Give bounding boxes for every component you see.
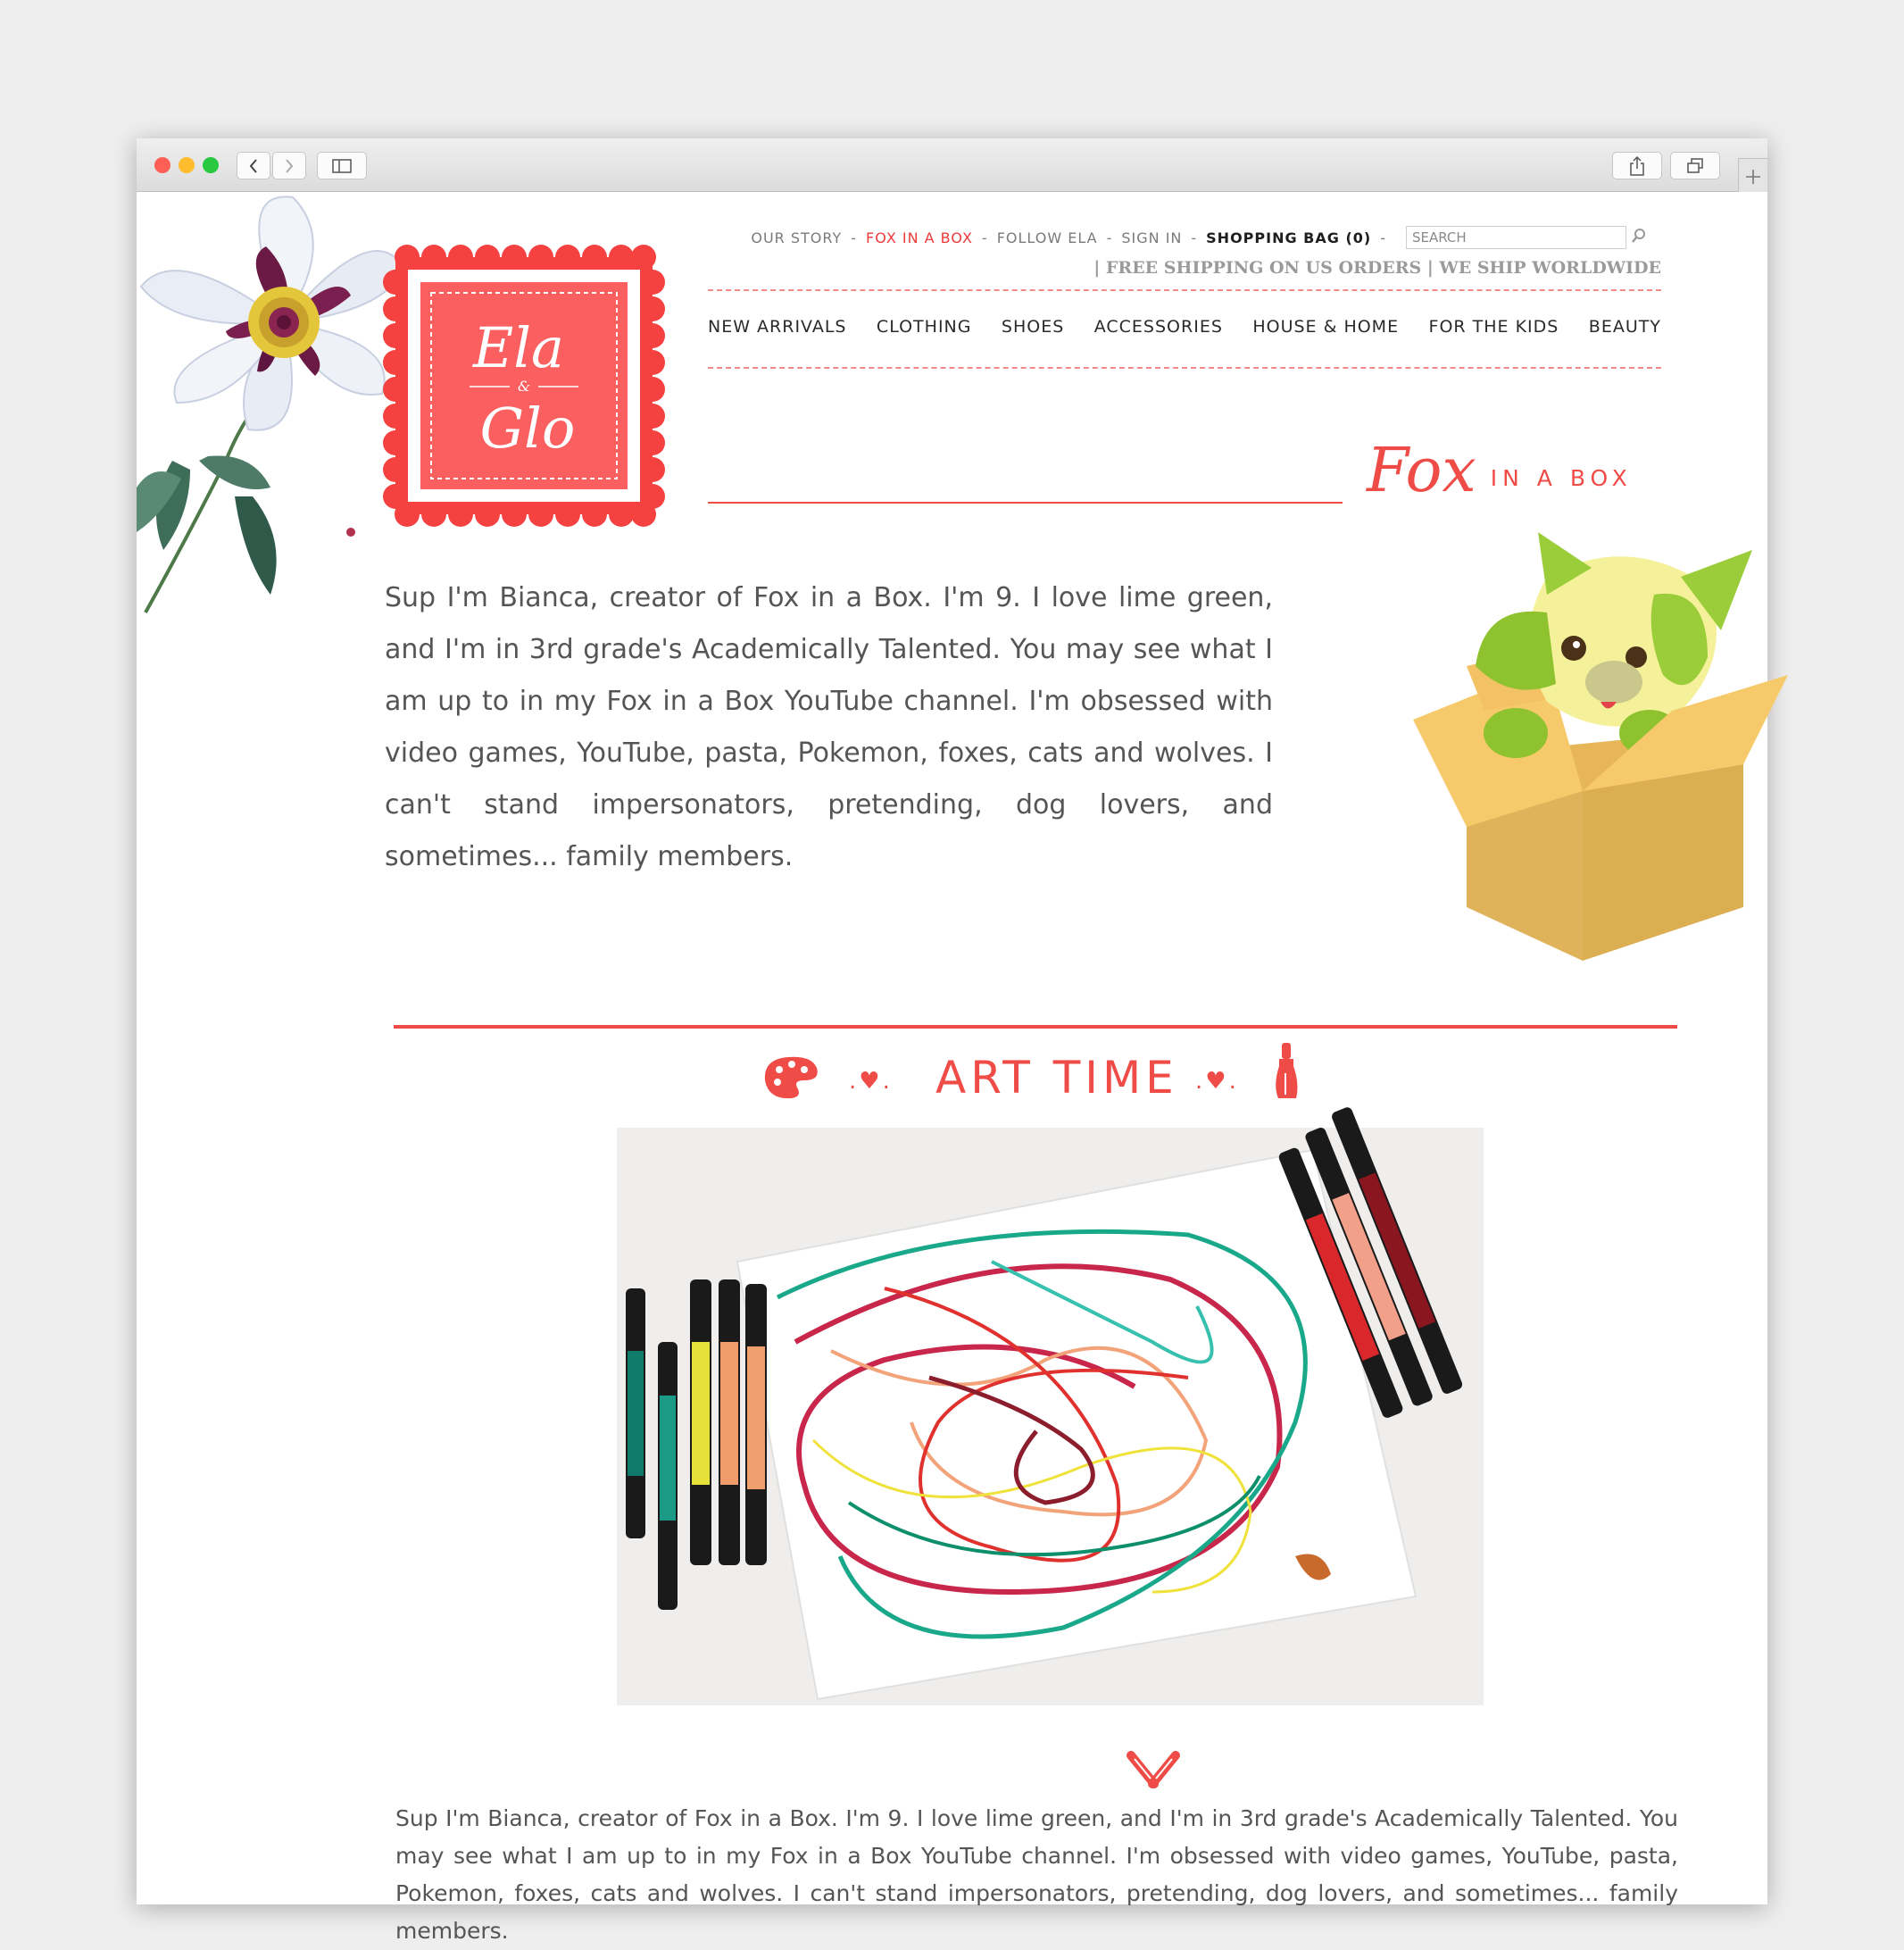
browser-window [137,138,1767,1944]
nav-beauty[interactable]: BEAUTY [1588,317,1661,337]
section-divider [394,1025,1677,1029]
nav-clothing[interactable]: CLOTHING [876,317,972,337]
nav-accessories[interactable]: ACCESSORIES [1093,317,1223,337]
tabs-icon [1686,158,1704,174]
share-button[interactable] [1612,152,1662,179]
nav-divider-top [708,289,1661,291]
nav-house-home[interactable]: HOUSE & HOME [1252,317,1400,337]
zoom-window-button[interactable] [203,157,219,173]
palette-icon [761,1054,824,1102]
logo-line1: Ela [472,315,565,380]
share-icon [1629,156,1645,176]
web-page [137,193,1767,1944]
fox-in-a-box-link[interactable]: FOX IN A BOX [866,229,973,246]
peony-flower-illustration [137,193,404,612]
section-heading-rule [708,502,1343,504]
bio-text: Sup I'm Bianca, creator of Fox in a Box. I'm 9. I love lime green, and I'm in 3rd grade's Academically Talented. You may see what I am up to in my Fox in a Box YouTube channel. I'm obsessed with video games, YouTube, pasta, Pokemon, foxes, cats and wolves. I can't stand impersonators, pretending, dog lovers, and sometimes... family members. [385,582,1273,872]
chevron-right-icon [284,158,295,174]
nav-shoes[interactable]: SHOES [1001,317,1065,337]
back-button[interactable] [237,152,270,179]
heart-ornament-left: .♥. [849,1068,893,1095]
new-tab-button[interactable] [1738,158,1767,192]
nav-separator: - [981,229,988,246]
fox-in-box-illustration [1413,532,1797,961]
scribble-drawing-photo [617,1128,1484,1705]
nav-separator: - [1380,229,1386,246]
nav-separator: - [1191,229,1198,246]
minimize-window-button[interactable] [179,157,195,173]
footer-bio-text: Sup I'm Bianca, creator of Fox in a Box. I'm 9. I love lime green, and I'm in 3rd grade's Academically Talented. You may see what I am up to in my Fox in a Box YouTube channel. I'm obsessed with video games, YouTube, pasta, Pokemon, foxes, cats and wolves. I can't stand impersonators, pretending, dog lovers, and sometimes... family members. [395,1805,1678,1944]
shipping-banner: | FREE SHIPPING ON US ORDERS | WE SHIP WORLDWIDE [1093,258,1661,278]
main-nav [708,317,1661,337]
nav-divider-bottom [708,367,1661,369]
follow-ela-link[interactable]: FOLLOW ELA [996,229,1098,246]
utility-nav [751,226,1626,249]
browser-toolbar [137,138,1767,192]
shopping-bag-link[interactable]: SHOPPING BAG (0) [1206,229,1372,246]
our-story-link[interactable]: OUR STORY [751,229,843,246]
nav-separator: - [1106,229,1113,246]
sidebar-icon [332,159,352,173]
sidebar-button[interactable] [317,152,367,179]
nav-new-arrivals[interactable]: NEW ARRIVALS [708,317,847,337]
crossed-pencils-icon [1127,1750,1179,1789]
logo-line2: Glo [479,396,576,461]
plus-icon [1744,168,1762,186]
chevron-left-icon [248,158,259,174]
art-photo [617,1128,1484,1705]
paintbrush-icon [1266,1041,1310,1104]
section-title-rest: IN A BOX [1490,465,1633,491]
sign-in-link[interactable]: SIGN IN [1121,229,1183,246]
ela-glo-logo[interactable] [385,246,663,525]
nav-for-the-kids[interactable]: FOR THE KIDS [1428,317,1559,337]
search-input[interactable] [1406,226,1626,249]
search-icon[interactable] [1631,228,1647,244]
close-window-button[interactable] [154,157,170,173]
tabs-button[interactable] [1670,152,1720,179]
nav-separator: - [851,229,858,246]
heart-ornament-right: .♥. [1195,1068,1239,1095]
section-title [1367,436,1633,506]
forward-button[interactable] [272,152,306,179]
art-time-title: ART TIME [935,1052,1178,1104]
section-title-script: Fox [1367,436,1476,506]
logo-ampersand: & [517,378,531,395]
